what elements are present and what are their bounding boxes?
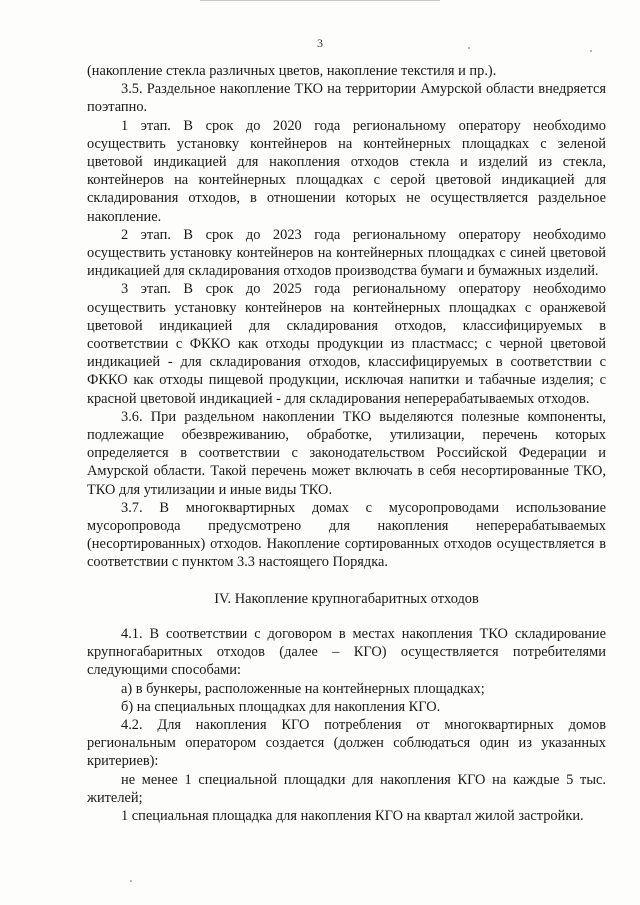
scan-top-edge (200, 0, 440, 1)
paragraph-3-7: 3.7. В многоквартирных домах с мусоропроводами использование мусоропровода предусмотрено для накопления неперерабатываемых (несортированных) отходов. Накопление сортированных отходов осуществляется в соответствии с пунктом 3.3 настоящего Порядка. (87, 499, 606, 571)
scan-speck (468, 47, 470, 49)
criterion-1: не менее 1 специальной площадки для накопления КГО на каждые 5 тыс. жителей; (87, 771, 606, 806)
paragraph-stage-1: 1 этап. В срок до 2020 года региональному оператору необходимо осуществить установку контейнеров на контейнерных площадках с зеленой цветовой индикацией для накопления отходов стекла и изделий из стекла, контейнеров на контейнерных площадках с серой цветовой индикацией для складирования отходов, в отношении которых не осуществляется раздельное накопление. (87, 117, 606, 225)
list-item-a: а) в бункеры, расположенные на контейнерных площадках; (121, 680, 485, 697)
paragraph-continuation: (накопление стекла различных цветов, накопление текстиля и пр.). (87, 63, 497, 79)
section-heading: IV. Накопление крупногабаритных отходов (214, 590, 479, 607)
paragraph-3-6: 3.6. При раздельном накоплении ТКО выделяются полезные компоненты, подлежащие обезвреживанию, обработке, утилизации, перечень которых определяется в соответствии с законодательством Российской Федерации и Амурской области. Такой перечень может включать в себя несортированные ТКО, ТКО для утилизации и иные виды ТКО. (87, 408, 606, 498)
paragraph-3-5: 3.5. Раздельное накопление ТКО на территории Амурской области внедряется поэтапно. (87, 81, 606, 116)
criterion-2: 1 специальная площадка для накопления КГО на квартал жилой застройки. (121, 807, 584, 824)
scan-speck (590, 50, 592, 52)
scan-speck (130, 880, 132, 882)
document-body (87, 62, 606, 825)
list-item-b: б) на специальных площадках для накопления КГО. (121, 698, 441, 715)
paragraph-4-2: 4.2. Для накопления КГО потребления от многоквартирных домов региональным оператором создается (должен соблюдаться один из указанных критериев): (87, 716, 606, 770)
page-number: 3 (317, 36, 323, 50)
paragraph-stage-2: 2 этап. В срок до 2023 года региональному оператору необходимо осуществить установку контейнеров на контейнерных площадках с синей цветовой индикацией для складирования отходов производства бумаги и бумажных изделий. (87, 226, 606, 280)
paragraph-stage-3: 3 этап. В срок до 2025 года региональному оператору необходимо осуществить установку контейнеров на контейнерных площадках с оранжевой цветовой индикацией для складирования отходов, классифицируемых в соответствии с ФККО как отходы продукции из пластмасс; с черной цветовой индикацией - для складирования отходов, классифицируемых в соответствии с ФККО как отходы пищевой продукции, исключая напитки и табачные изделия; с красной цветовой индикацией - для складирования неперерабатываемых отходов. (87, 281, 606, 407)
paragraph-4-1: 4.1. В соответствии с договором в местах накопления ТКО складирование крупногабаритных отходов (далее – КГО) осуществляется потребителями следующими способами: (87, 625, 606, 679)
